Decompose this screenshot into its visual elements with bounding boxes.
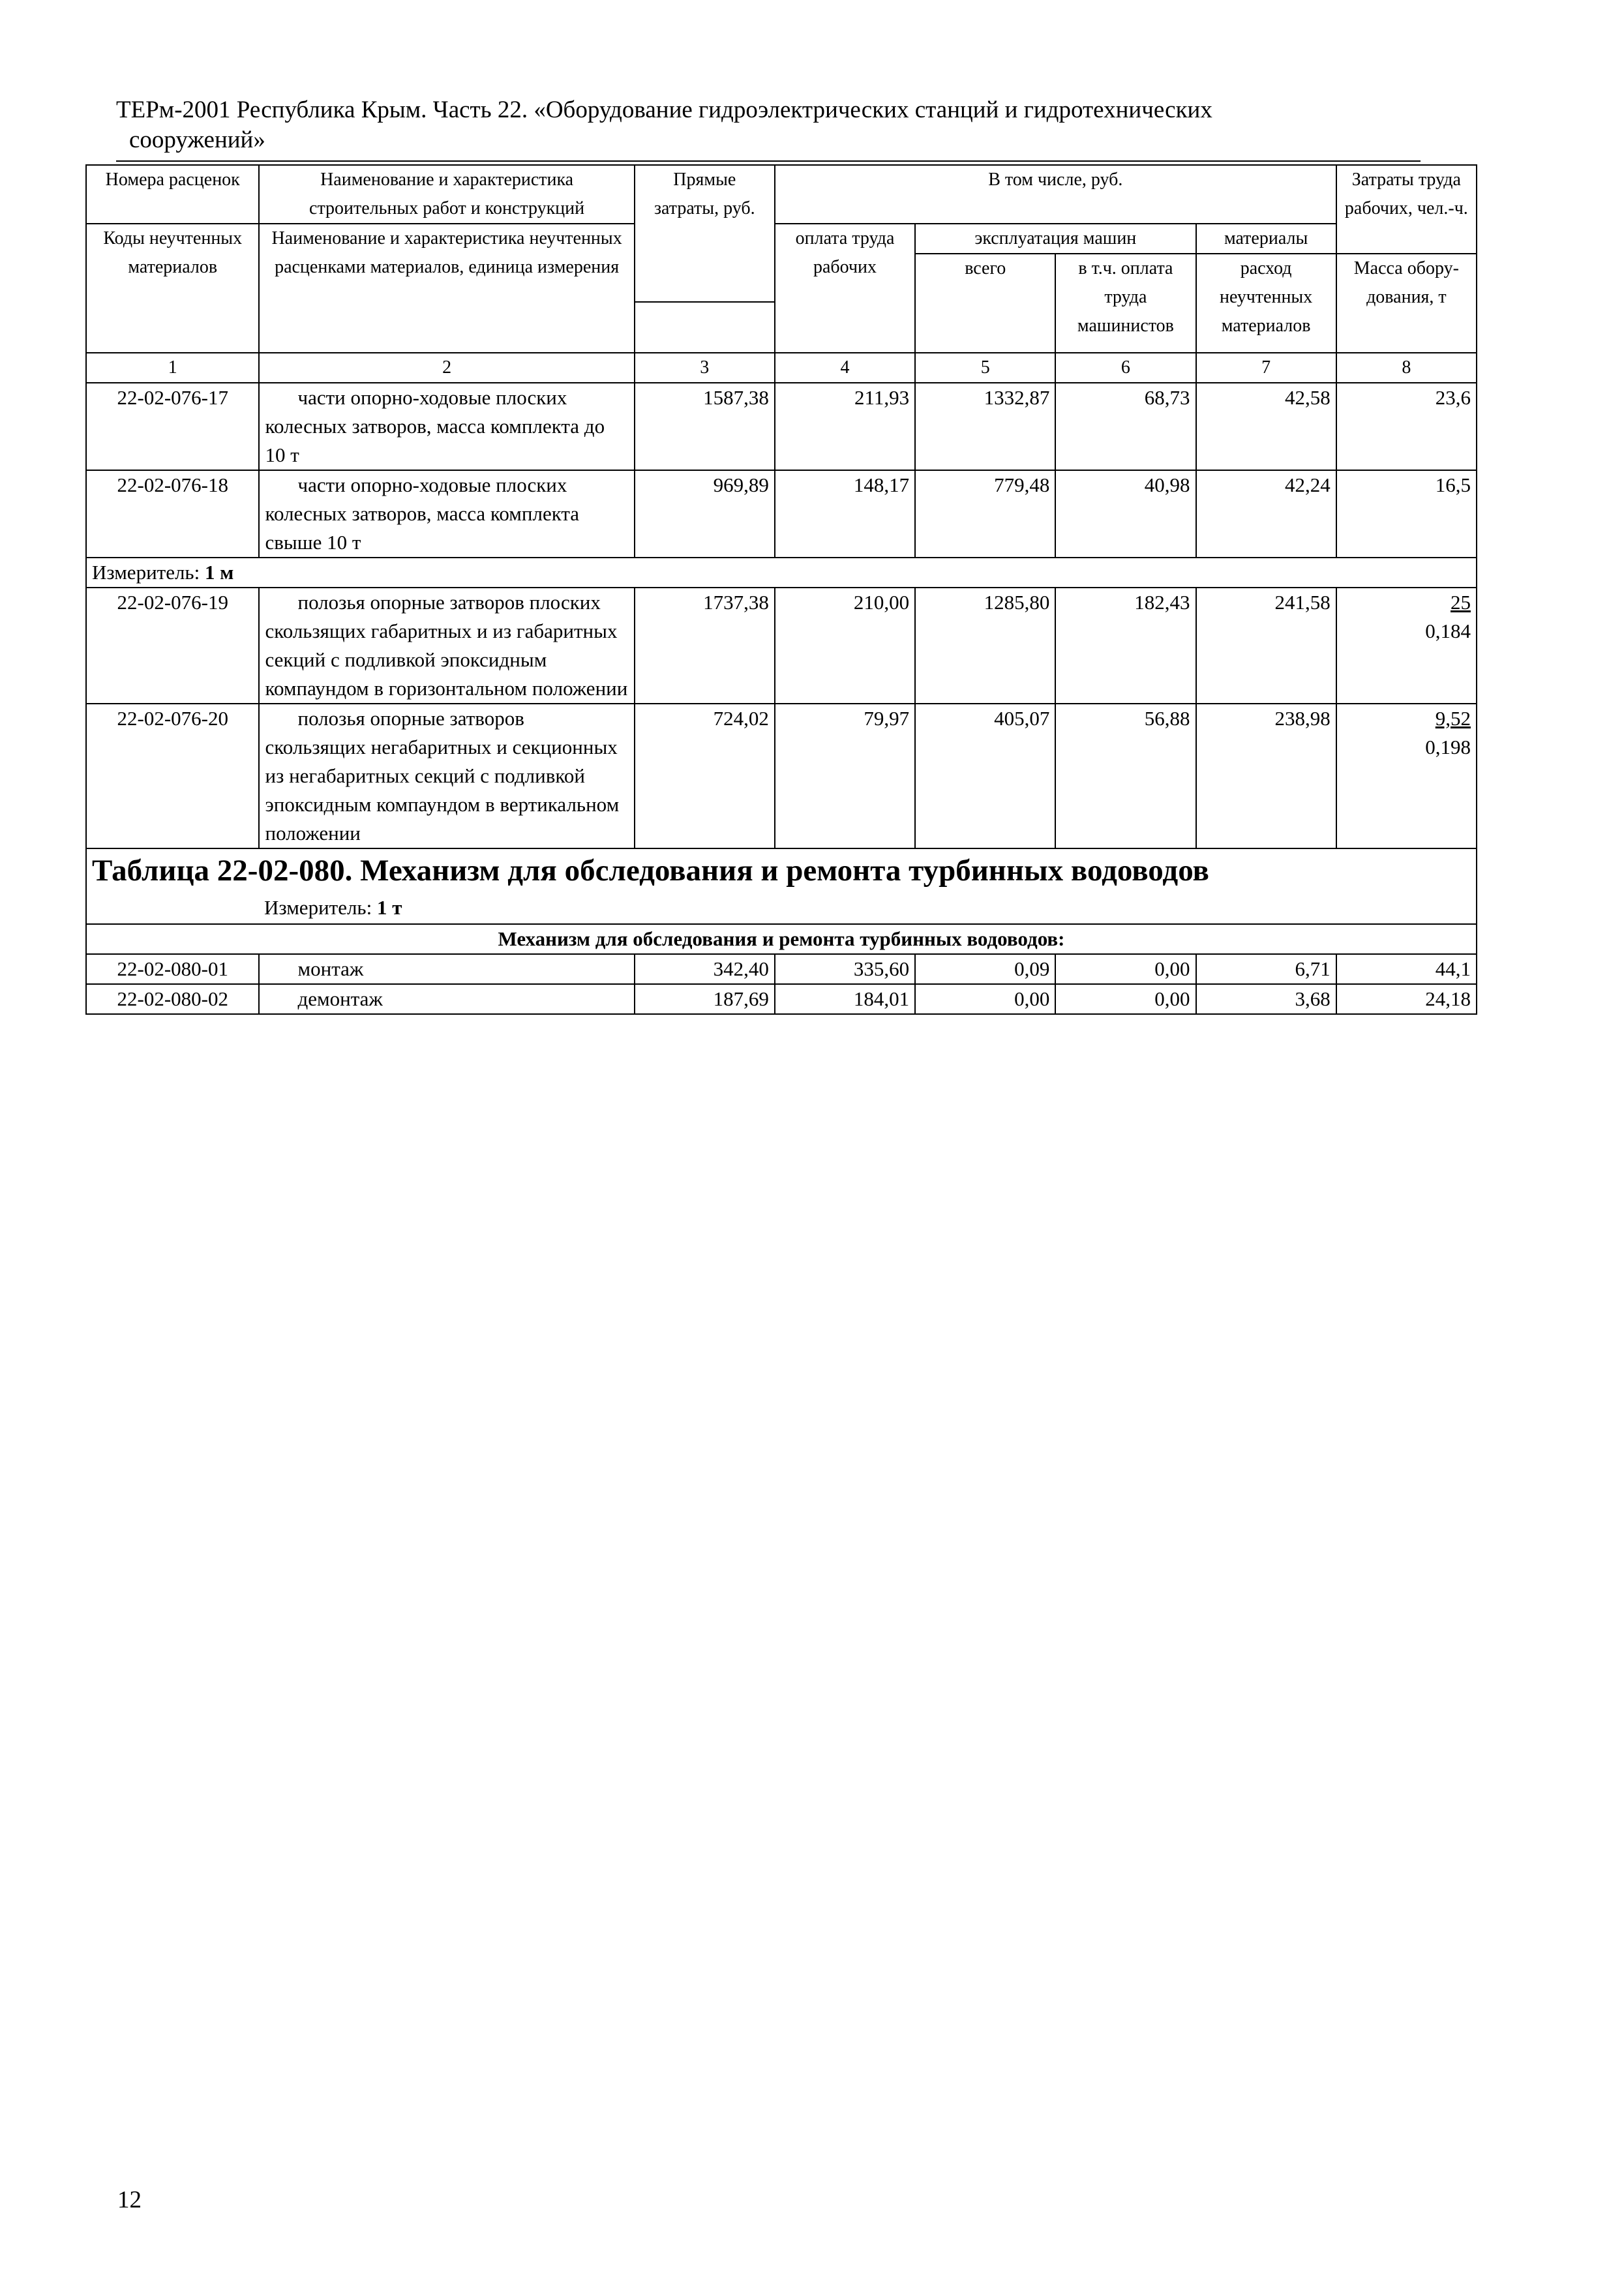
measure-row [86, 558, 1477, 588]
page-header [116, 95, 1421, 155]
labor-mass-cell [1336, 588, 1477, 704]
rate-row [86, 984, 1477, 1014]
labor-cost: 23,6 [1435, 386, 1471, 409]
direct-cost: 969,89 [635, 470, 775, 558]
labor-mass-cell [1336, 954, 1477, 984]
machinist-wages: 56,88 [1055, 704, 1195, 848]
header-row-2 [86, 224, 1477, 254]
labor-mass-cell [1336, 704, 1477, 848]
rate-row [86, 383, 1477, 470]
col1-bottom-header: Коды неучтенных материалов [86, 224, 259, 353]
rate-name: полозья опорные затворов плоских скользящих габаритных и из габаритных секций с подливкой эпоксидным компаундом в горизонтальном положении [259, 588, 634, 704]
materials-cost: 6,71 [1196, 954, 1336, 984]
col3-header-spacer [635, 302, 775, 353]
rate-code: 22-02-076-19 [86, 588, 259, 704]
rate-row [86, 704, 1477, 848]
labor-cost: 25 [1451, 591, 1471, 614]
table2-title-row [86, 848, 1477, 924]
materials-cost: 241,58 [1196, 588, 1336, 704]
rate-row [86, 954, 1477, 984]
measure-label: Измеритель: [264, 896, 377, 919]
labor-cost: 9,52 [1435, 707, 1471, 730]
header-row-1 [86, 165, 1477, 224]
column-number: 2 [259, 353, 634, 383]
col1-top-header: Номера расценок [86, 165, 259, 224]
machine-cost: 779,48 [915, 470, 1055, 558]
rate-code: 22-02-080-02 [86, 984, 259, 1014]
column-number: 3 [635, 353, 775, 383]
column-number: 6 [1055, 353, 1195, 383]
col2-bottom-header: Наименование и характеристика неучтенных расценками материалов, единица измерения [259, 224, 634, 353]
workers-wages: 211,93 [775, 383, 915, 470]
col8-bottom-header: Масса обору-дования, т [1336, 254, 1477, 353]
workers-wages: 210,00 [775, 588, 915, 704]
rate-name: демонтаж [259, 984, 634, 1014]
rate-name: полозья опорные затворов скользящих негабаритных и секционных из негабаритных секций с подливкой эпоксидным компаундом в вертикальном положении [259, 704, 634, 848]
rate-code: 22-02-076-20 [86, 704, 259, 848]
col3-header: Прямые затраты, руб. [635, 165, 775, 302]
direct-cost: 1737,38 [635, 588, 775, 704]
column-number: 8 [1336, 353, 1477, 383]
measure-label: Измеритель: [92, 561, 205, 584]
machinist-wages: 182,43 [1055, 588, 1195, 704]
machine-cost: 1332,87 [915, 383, 1055, 470]
table2-measure [92, 892, 1471, 923]
rate-name: части опорно-ходовые плоских колесных затворов, масса комплекта до 10 т [259, 383, 634, 470]
labor-mass-cell [1336, 470, 1477, 558]
machinist-wages: 0,00 [1055, 984, 1195, 1014]
materials-cost: 3,68 [1196, 984, 1336, 1014]
labor-mass-cell [1336, 984, 1477, 1014]
rate-code: 22-02-080-01 [86, 954, 259, 984]
header-line-1: ТЕРм-2001 Республика Крым. Часть 22. «Оборудование гидроэлектрических станций и гидротехнических [116, 97, 1212, 123]
table2-title-cell [86, 848, 1477, 924]
measure-cell [86, 558, 1477, 588]
rate-row [86, 588, 1477, 704]
direct-cost: 724,02 [635, 704, 775, 848]
rate-code: 22-02-076-17 [86, 383, 259, 470]
measure-unit: 1 т [376, 896, 402, 919]
direct-cost: 342,40 [635, 954, 775, 984]
rate-name: части опорно-ходовые плоских колесных затворов, масса комплекта свыше 10 т [259, 470, 634, 558]
labor-cost: 24,18 [1425, 987, 1471, 1010]
column-number: 1 [86, 353, 259, 383]
workers-wages: 184,01 [775, 984, 915, 1014]
labor-cost: 44,1 [1435, 957, 1471, 980]
col7-header: расход неучтенных материалов [1196, 254, 1336, 353]
machine-cost: 1285,80 [915, 588, 1055, 704]
table2-title: Таблица 22-02-080. Механизм для обследования и ремонта турбинных водоводов [92, 854, 1209, 888]
rate-code: 22-02-076-18 [86, 470, 259, 558]
col4-header: оплата труда рабочих [775, 224, 915, 353]
machine-cost: 0,09 [915, 954, 1055, 984]
machine-cost: 405,07 [915, 704, 1055, 848]
header-rule [116, 160, 1421, 162]
column-number: 7 [1196, 353, 1336, 383]
materials-cost: 42,24 [1196, 470, 1336, 558]
materials-cost: 42,58 [1196, 383, 1336, 470]
col6-header: в т.ч. оплата труда машинистов [1055, 254, 1195, 353]
col5-header: всего [915, 254, 1055, 353]
workers-wages: 335,60 [775, 954, 915, 984]
header-line-2: сооружений» [129, 127, 265, 153]
machinist-wages: 0,00 [1055, 954, 1195, 984]
table2-subtitle: Механизм для обследования и ремонта турбинных водоводов: [86, 924, 1477, 954]
workers-wages: 148,17 [775, 470, 915, 558]
labor-mass-cell [1336, 383, 1477, 470]
direct-cost: 1587,38 [635, 383, 775, 470]
machines-header: эксплуатация машин [915, 224, 1195, 254]
column-number: 5 [915, 353, 1055, 383]
machinist-wages: 68,73 [1055, 383, 1195, 470]
rates-table [85, 164, 1477, 1015]
rate-name: монтаж [259, 954, 634, 984]
column-numbers-row [86, 353, 1477, 383]
materials-header: материалы [1196, 224, 1336, 254]
page-number: 12 [117, 2187, 142, 2213]
machinist-wages: 40,98 [1055, 470, 1195, 558]
labor-cost: 16,5 [1435, 473, 1471, 496]
workers-wages: 79,97 [775, 704, 915, 848]
col8-top-header: Затраты труда рабочих, чел.-ч. [1336, 165, 1477, 254]
measure-unit: 1 м [204, 561, 234, 584]
equipment-mass: 0,198 [1425, 736, 1471, 758]
materials-cost: 238,98 [1196, 704, 1336, 848]
rate-row [86, 470, 1477, 558]
including-header: В том числе, руб. [775, 165, 1336, 224]
column-number: 4 [775, 353, 915, 383]
table2-subtitle-row [86, 924, 1477, 954]
direct-cost: 187,69 [635, 984, 775, 1014]
machine-cost: 0,00 [915, 984, 1055, 1014]
col2-top-header: Наименование и характеристика строительных работ и конструкций [259, 165, 634, 224]
equipment-mass: 0,184 [1425, 620, 1471, 642]
